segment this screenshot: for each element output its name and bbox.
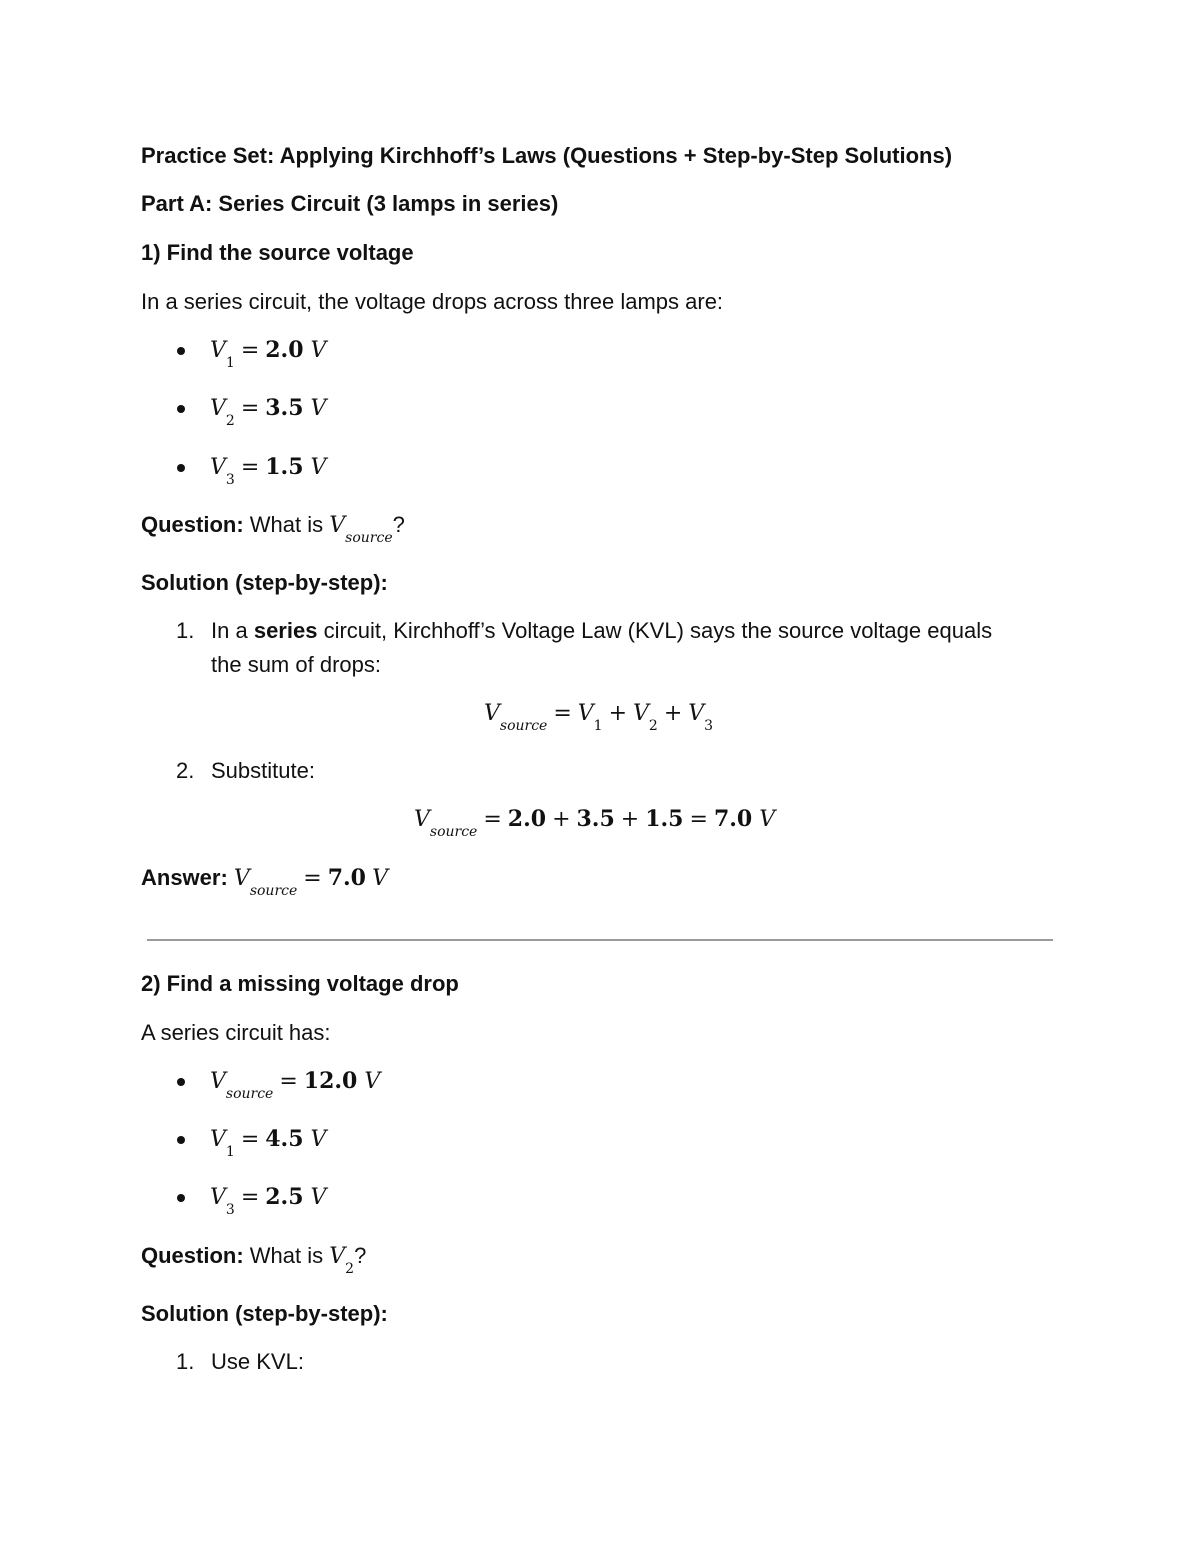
q1-bullet-1: $V_1 = 2.0$ V — [210, 337, 327, 371]
q1-question: Question: What is $V_{source}$? — [141, 512, 405, 546]
q1-heading: 1) Find the source voltage — [141, 240, 414, 265]
bullet-icon — [177, 405, 185, 413]
q1-intro: In a series circuit, the voltage drops across three lamps are: — [141, 289, 724, 314]
q2-heading: 2) Find a missing voltage drop — [141, 971, 459, 996]
q1-substitution-equation: $V_{source} = 2.0 + 3.5 + 1.5 = 7.0$ V — [414, 806, 776, 840]
bullet-icon — [177, 464, 185, 472]
q2-step-1-number: 1. — [176, 1349, 195, 1374]
section-divider — [147, 939, 1053, 941]
q2-solution-label: Solution (step-by-step): — [141, 1301, 388, 1326]
q1-step-1-line-2: the sum of drops: — [211, 652, 381, 677]
part-a-heading: Part A: Series Circuit (3 lamps in series) — [141, 191, 559, 216]
q2-bullet-1: $V_{source} = 12.0$ V — [210, 1068, 381, 1102]
q2-bullet-2: $V_1 = 4.5$ V — [210, 1126, 327, 1160]
bullet-icon — [177, 1136, 185, 1144]
q1-answer: Answer: $V_{source} = 7.0$ V — [141, 865, 388, 899]
q1-bullet-3: $V_3 = 1.5$ V — [210, 454, 327, 488]
q1-bullet-2: $V_2 = 3.5$ V — [210, 395, 327, 429]
document-title: Practice Set: Applying Kirchhoff’s Laws (Questions + Step-by-Step Solutions) — [141, 143, 953, 168]
q2-bullet-3: $V_3 = 2.5$ V — [210, 1184, 327, 1218]
q1-step-2-text: Substitute: — [211, 758, 315, 783]
q1-step-1-line-1: In a series circuit, Kirchhoff’s Voltage Law (KVL) says the source voltage equals — [211, 618, 993, 643]
q2-question: Question: What is $V_2$? — [141, 1243, 367, 1277]
q2-step-1-text: Use KVL: — [211, 1349, 304, 1374]
q1-step-1-number: 1. — [176, 618, 195, 643]
bullet-icon — [177, 1194, 185, 1202]
bullet-icon — [177, 347, 185, 355]
q2-intro: A series circuit has: — [141, 1020, 331, 1045]
q1-solution-label: Solution (step-by-step): — [141, 570, 388, 595]
q1-kvl-equation: $V_{source} = V_1 + V_2 + V_3$ — [484, 701, 714, 734]
bullet-icon — [177, 1078, 185, 1086]
q1-step-2-number: 2. — [176, 758, 195, 783]
